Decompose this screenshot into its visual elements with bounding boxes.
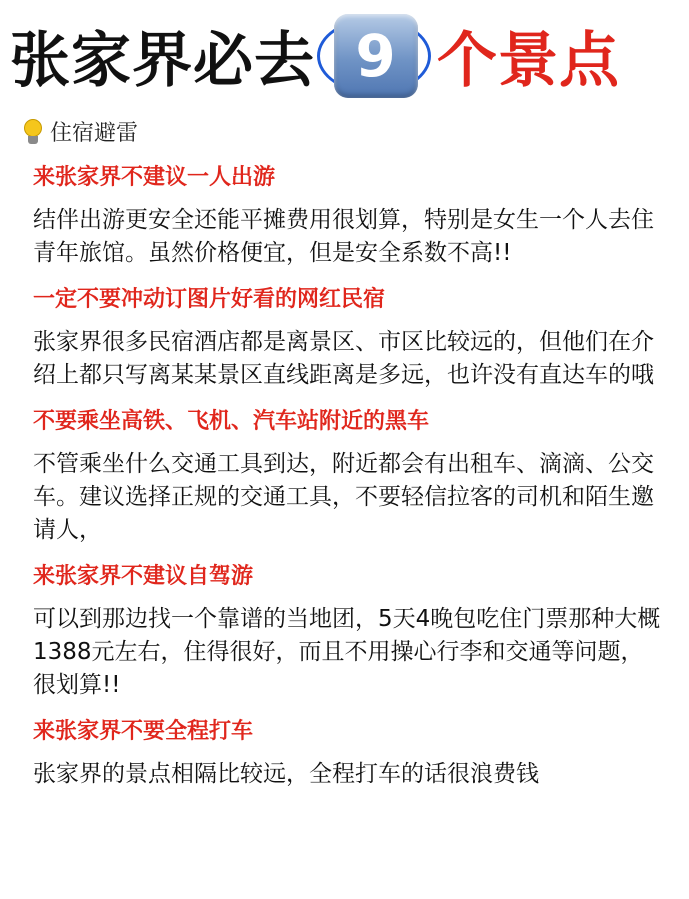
tip-title: 来张家界不建议自驾游 [33, 564, 254, 589]
tip-title: 来张家界不建议一人出游 [33, 165, 276, 190]
subheading [22, 116, 138, 147]
tip-section [33, 282, 663, 392]
tip-section [33, 559, 663, 702]
title-part-2: 个景点 [437, 26, 620, 96]
tip-body: 不管乘坐什么交通工具到达，附近都会有出租车、滴滴、公交车。建议选择正规的交通工具，不要轻信拉客的司机和陌生邀请人， [33, 451, 654, 543]
title-part-1: 张家界必去 [10, 26, 315, 96]
tip-title: 不要乘坐高铁、飞机、汽车站附近的黑车 [33, 409, 430, 434]
tip-body: 张家界很多民宿酒店都是离景区、市区比较远的，但他们在介绍上都只写离某某景区直线距离是多远，也许没有直达车的哦 [33, 329, 654, 388]
tip-section [33, 160, 663, 270]
page-title [10, 8, 680, 104]
tip-title: 来张家界不要全程打车 [33, 719, 254, 744]
tips-list [33, 160, 663, 803]
tip-section [33, 714, 663, 791]
tip-section [33, 404, 663, 547]
number-badge [317, 8, 435, 104]
tip-body: 张家界的景点相隔比较远，全程打车的话很浪费钱 [33, 761, 539, 787]
tip-title: 一定不要冲动订图片好看的网红民宿 [33, 287, 386, 312]
lightbulb-icon [22, 119, 44, 145]
subheading-text: 住宿避雷 [50, 121, 139, 146]
number-9-icon: 9 [334, 14, 418, 98]
tip-body: 可以到那边找一个靠谱的当地团，5天4晚包吃住门票那种大概1388元左右，住得很好，而且不用操心行李和交通等问题，很划算!! [33, 606, 661, 698]
tip-body: 结伴出游更安全还能平摊费用很划算，特别是女生一个人去住青年旅馆。虽然价格便宜，但是安全系数不高!! [33, 207, 654, 266]
